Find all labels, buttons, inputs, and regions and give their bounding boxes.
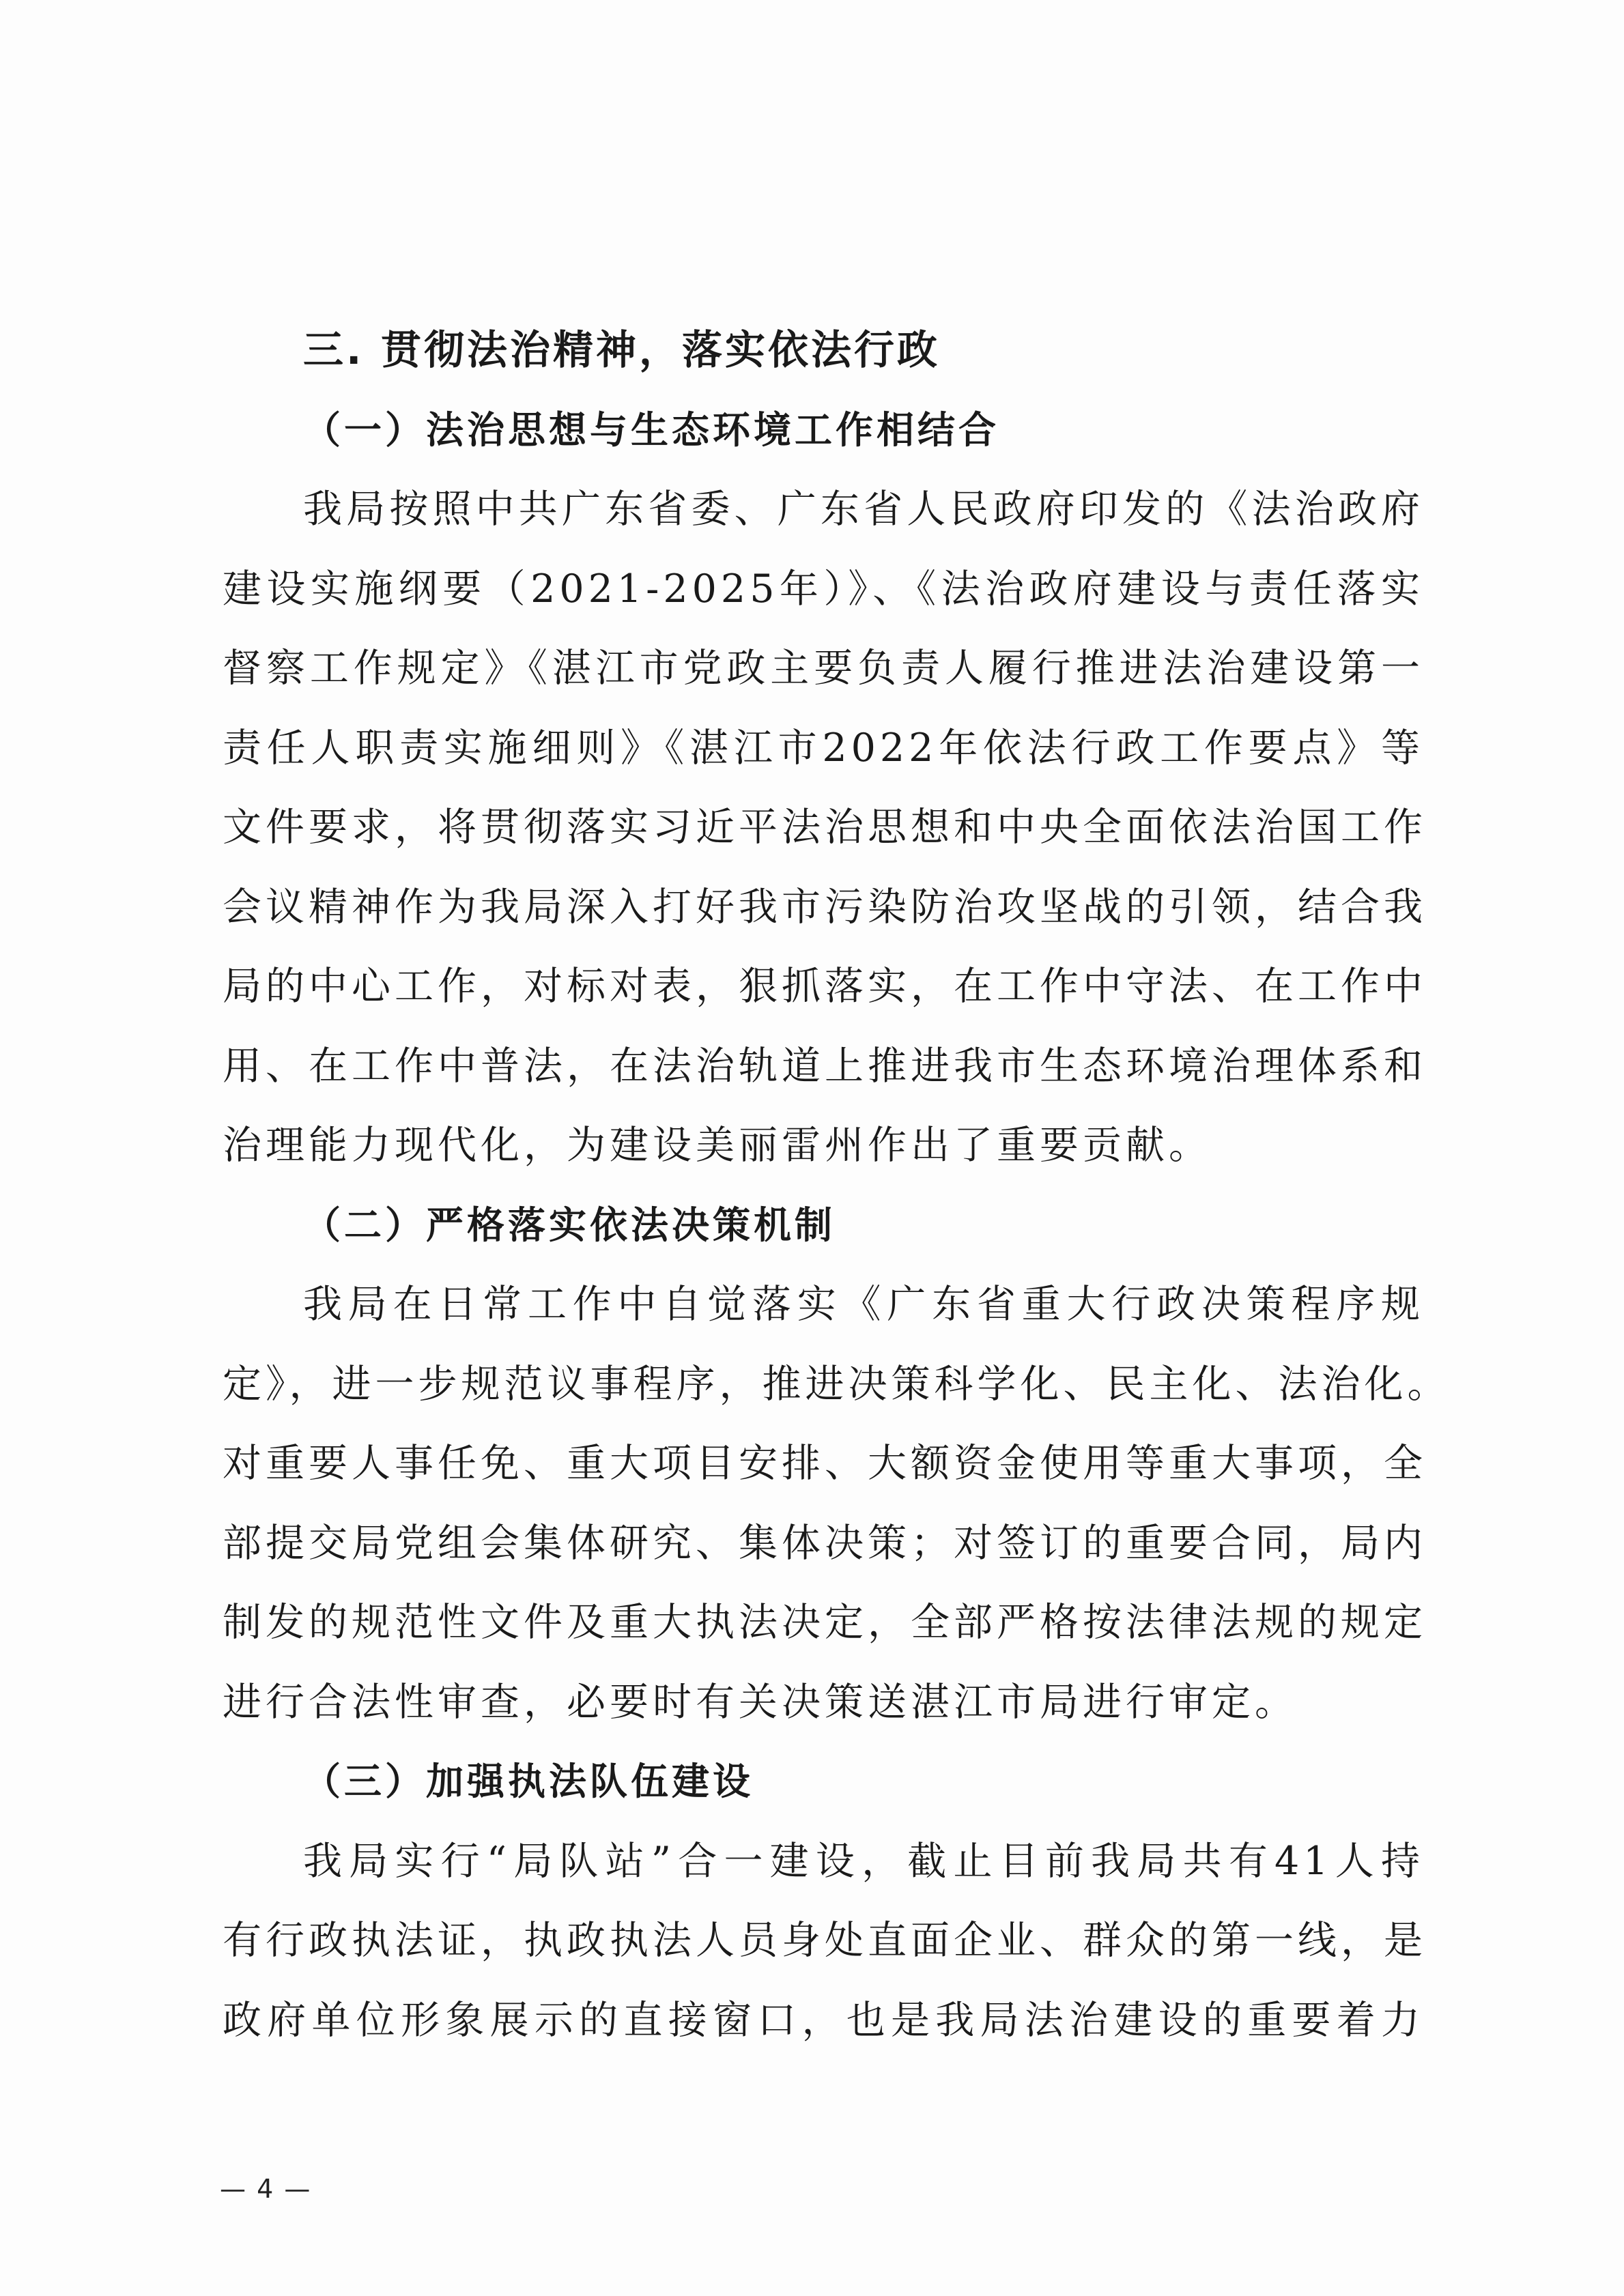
paragraph-line: 治理能力现代化，为建设美丽雷州作出了重要贡献。: [223, 1123, 1212, 1168]
paragraph-line: 政府单位形象展示的直接窗口，也是我局法治建设的重要着力: [223, 1997, 1424, 2043]
paragraph-line: 我局在日常工作中自觉落实《广东省重大行政决策程序规: [303, 1282, 1424, 1327]
paragraph-line: 用、在工作中普法，在法治轨道上推进我市生态环境治理体系和: [223, 1043, 1427, 1089]
paragraph-line: 局的中心工作，对标对表，狠抓落实，在工作中守法、在工作中: [223, 964, 1427, 1009]
paragraph-line: 制发的规范性文件及重大执法决定，全部严格按法律法规的规定: [223, 1600, 1427, 1645]
paragraph-line: 我局实行“局队站”合一建设，截止目前我局共有41人持: [303, 1838, 1424, 1884]
paragraph-line: 会议精神作为我局深入打好我市污染防治攻坚战的引领，结合我: [223, 884, 1427, 930]
subsection-title-2: （二）严格落实依法决策机制: [303, 1203, 836, 1247]
paragraph-line: 文件要求，将贯彻落实习近平法治思想和中央全面依法治国工作: [223, 805, 1427, 850]
paragraph-line: 定》，进一步规范议事程序，推进决策科学化、民主化、法治化。: [223, 1361, 1451, 1407]
paragraph-line: 有行政执法证，执政执法人员身处直面企业、群众的第一线，是: [223, 1918, 1427, 1963]
document-body: [223, 311, 1451, 2060]
subsection-title-3: （三）加强执法队伍建设: [303, 1760, 754, 1803]
page-number: — 4 —: [220, 2174, 312, 2204]
paragraph-line: 督察工作规定》《湛江市党政主要负责人履行推进法治建设第一: [223, 646, 1424, 691]
subsection-title-1: （一）法治思想与生态环境工作相结合: [303, 407, 1000, 452]
paragraph-line: 进行合法性审查，必要时有关决策送湛江市局进行审定。: [223, 1679, 1298, 1725]
section-heading: 三. 贯彻法治精神，落实依法行政: [303, 326, 940, 373]
paragraph-line: 对重要人事任免、重大项目安排、大额资金使用等重大事项，全: [223, 1441, 1427, 1486]
paragraph-line: 建设实施纲要（2021-2025年）》、《法治政府建设与责任落实: [223, 566, 1424, 612]
paragraph-line: 我局按照中共广东省委、广东省人民政府印发的《法治政府: [303, 487, 1424, 532]
paragraph-line: 部提交局党组会集体研究、集体决策；对签订的重要合同，局内: [223, 1520, 1427, 1566]
paragraph-line: 责任人职责实施细则》《湛江市2022年依法行政工作要点》等: [223, 725, 1424, 771]
